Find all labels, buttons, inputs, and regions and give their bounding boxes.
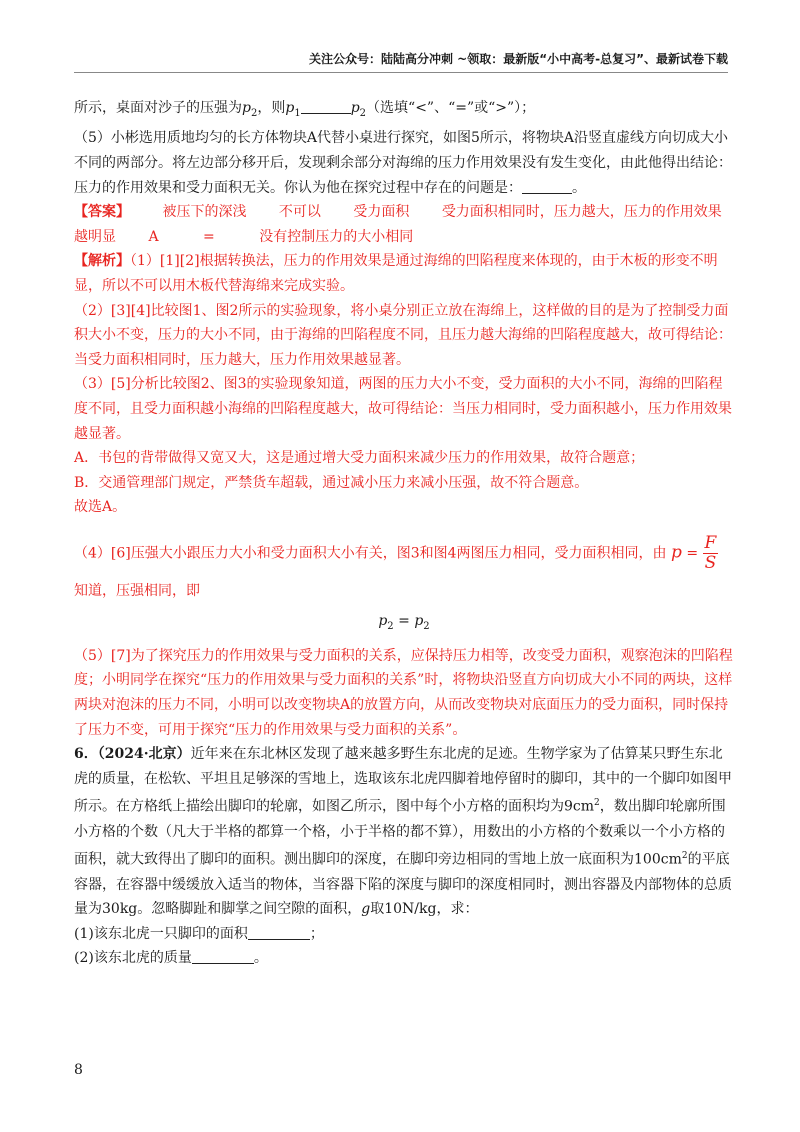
question-number: 6．（2024·北京） [74,746,191,763]
question-6: 6．（2024·北京）近年来在东北林区发现了越来越多野生东北虎的足迹。生物学家为了估算某只野生东北虎的质量，在松软、平坦且足够深的雪地上，选取该东北虎四脚着地停留时的脚印，其中的一个脚印如图甲所示。在方格纸上描绘出脚印的轮廓，如图乙所示，图中每个小方格的面积均为$9cm^2$，数出脚印轮廓所围小方格的个数（凡大于半格的都算一个格，小于半格的都不算），用数出的小方格的个数乘以一个小方格的面积，就大致得出了脚印的面积。测出脚印的深度，在脚印旁边相同的雪地上放一底面积为$100cm^2$的平底容器，在容器中缓缓放入适当的物体，当容器下陷的深度与脚印的深度相同时，测出容器及内部物体的总质量为30kg。忽略脚趾和脚掌之间空隙的面积，g取10N/kg，求： [74,746,732,918]
question-5: （5）小彬选用质地均匀的长方体物块A代替小桌进行探究，如图5所示，将物块A沿竖直虚线方向切成大小不同的两部分。将左边部分移开后，发现剩余部分对海绵的压力作用效果没有发生变化，由此他得出结论：压力的作用效果和受力面积无关。你认为他在探究过程中存在的问题是： 。 [74,130,732,196]
page-header: 关注公众号：陆陆高分冲刺 ~领取：最新版“小中高考-总复习”、最新试卷下载 [309,52,728,66]
analysis-p4: （4）[6]压强大小跟压力大小和受力面积大小有关，图3和图4两图压力相同，受力面积相同，由 p = $\frac{F}{S}$ [74,532,717,573]
answer-blank[interactable] [248,925,310,940]
analysis-p1: 【解析】（1）[1][2]根据转换法，压力的作用效果是通过海绵的凹陷程度来体现的，由于木板的形变不明显，所以不可以用木板代替海绵来完成实验。 [74,253,718,294]
analysis-choice: 故选A。 [74,499,127,516]
answer-blank[interactable] [192,949,254,964]
header-divider [74,72,728,73]
analysis-p5: （5）[7]为了探究压力的作用效果与受力面积的关系，应保持压力相等，改变受力面积，观察泡沫的凹陷程度；小明同学在探究“压力的作用效果与受力面积的关系”时，将物块沿竖直方向切成大小不同的两块，这样两块对泡沫的压力不同，小明可以改变物块A的放置方向，从而改变物块对底面压力的受力面积，同时保持了压力不变，可用于探究“压力的作用效果与受力面积的关系”。 [74,647,733,738]
analysis-p3: （3）[5]分析比较图2、图3的实验现象知道，两图的压力大小不变，受力面积的大小不同，海绵的凹陷程度不同，且受力面积越小海绵的凹陷程度越大，故可得结论：当压力相同时，受力面积越小，压力作用效果越显著。 [74,376,732,442]
document-body [74,96,734,971]
answer-blank[interactable] [301,99,351,114]
analysis-label: 【解析】 [74,253,130,270]
answer-blank[interactable] [522,179,572,194]
sub-question-2: (2)该东北虎的质量 。 [74,950,268,967]
equation-p2-equals-p2: $p_2 = p_2$ [378,613,430,633]
page-number: 8 [74,1062,83,1078]
question-line: 所示，桌面对沙子的压强为$p_2$，则$p_1$ $p_2$（选填“<”、“=”或“>”）； [74,100,536,119]
answer-line: 【答案】 被压下的深浅 不可以 受力面积 受力面积相同时，压力越大，压力的作用效果越明显 A = 没有控制压力的大小相同 [74,200,734,249]
analysis-option-b: B．交通管理部门规定，严禁货车超载，通过减小压力来减小压强，故不符合题意。 [74,474,589,491]
analysis-option-a: A．书包的背带做得又宽又大，这是通过增大受力面积来减少压力的作用效果，故符合题意； [74,450,645,467]
analysis-p4-continued: 知道，压强相同，即 [74,582,200,599]
sub-question-1: (1)该东北虎一只脚印的面积 ； [74,925,324,942]
pressure-formula: $\frac{F}{S}$ [704,532,717,573]
answer-label: 【答案】 [74,204,130,221]
analysis-p2: （2）[3][4]比较图1、图2所示的实验现象，将小桌分别正立放在海绵上，这样做的目的是为了控制受力面积大小不变，压力的大小不同，由于海绵的凹陷程度不同，且压力越大海绵的凹陷程度越大，故可得结论：当受力面积相同时，压力越大，压力作用效果越显著。 [74,302,732,368]
